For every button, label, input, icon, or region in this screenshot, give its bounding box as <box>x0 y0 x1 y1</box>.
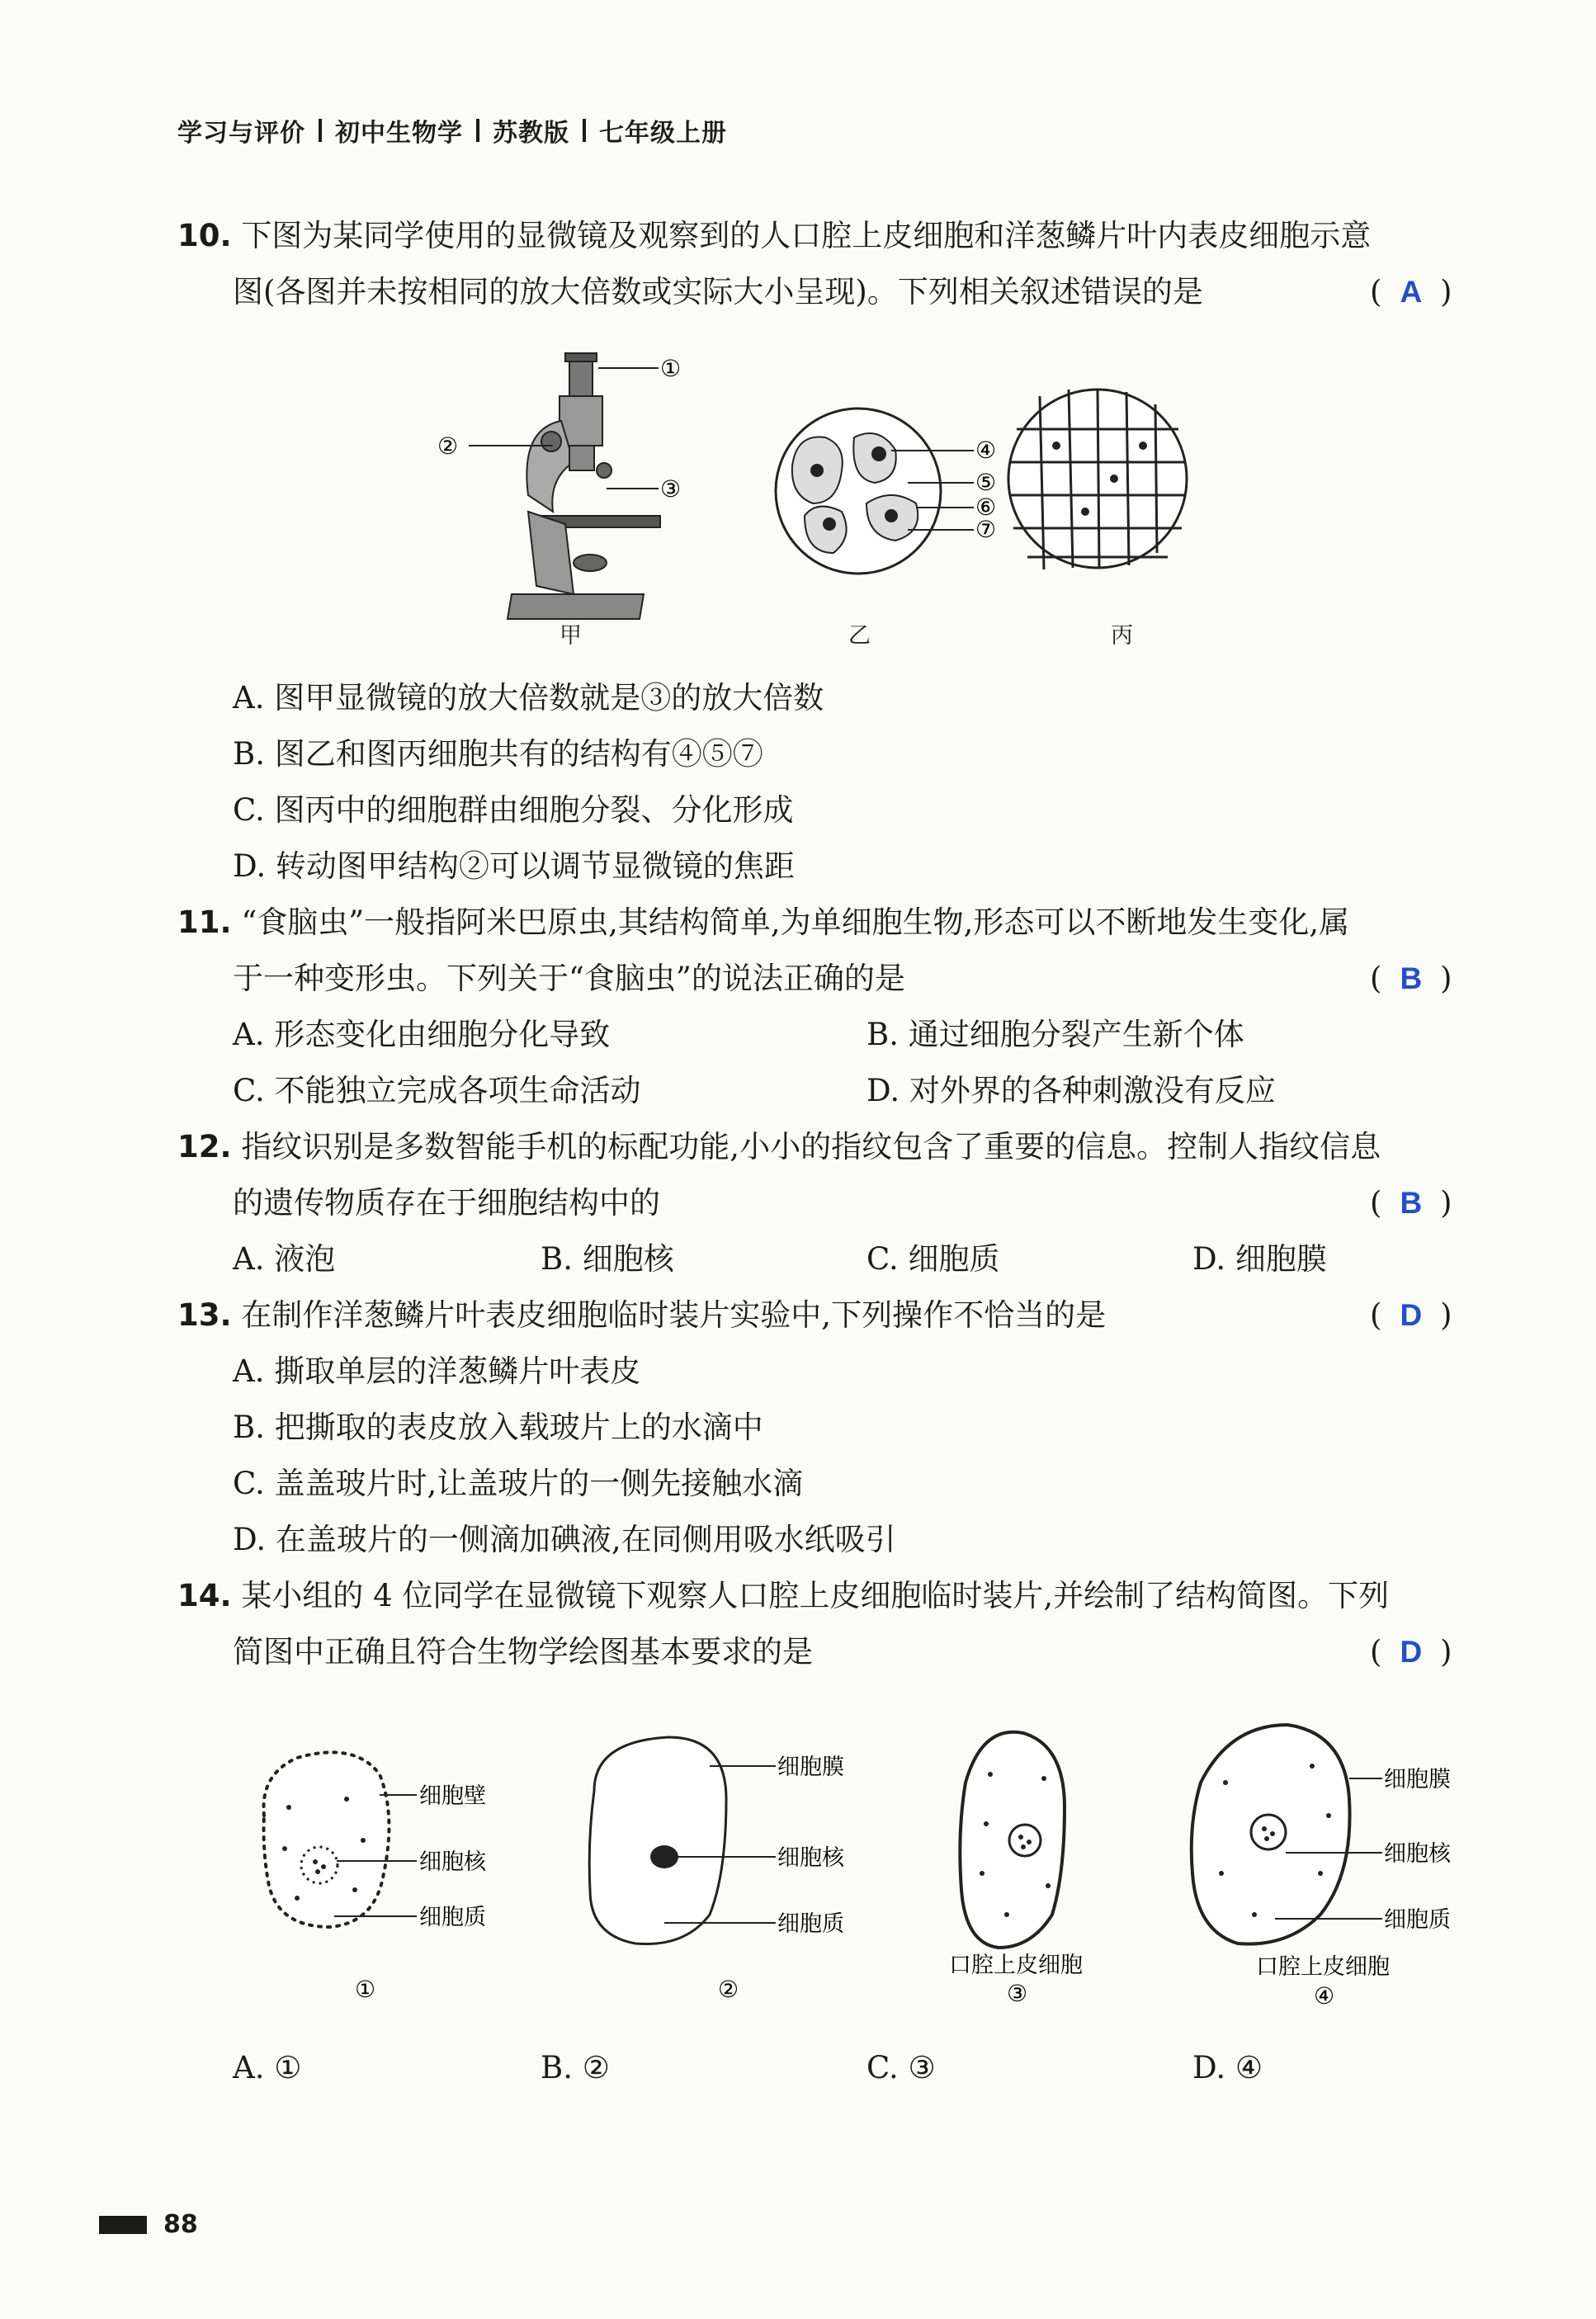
question-10-line1: 10. 下图为某同学使用的显微镜及观察到的人口腔上皮细胞和洋葱鳞片叶内表皮细胞示意 <box>177 218 1372 253</box>
q12-option-b: B. 细胞核 <box>541 1241 674 1277</box>
book-edition: 苏教版 <box>493 119 569 148</box>
marker-5: ⑤ <box>975 469 997 496</box>
page-number: 88 <box>163 2210 198 2239</box>
cell-number-4: ④ <box>1314 1982 1335 2010</box>
label-cytoplasm-4: 细胞质 <box>1384 1907 1451 1933</box>
q13-option-b: B. 把撕取的表皮放入载玻片上的水滴中 <box>233 1410 763 1445</box>
label-wall: 细胞壁 <box>419 1783 486 1809</box>
marker-1: ① <box>660 355 682 382</box>
q13-option-d: D. 在盖玻片的一侧滴加碘液,在同侧用吸水纸吸引 <box>233 1522 896 1557</box>
cell-number-1: ① <box>355 1976 376 2003</box>
header-separator <box>476 119 479 142</box>
question-10-answer: ( A ) <box>1370 274 1452 309</box>
marker-2: ② <box>437 432 459 460</box>
question-14-line1: 14. 某小组的 4 位同学在显微镜下观察人口腔上皮细胞临时装片,并绘制了结构简图。下列 <box>177 1578 1390 1613</box>
question-13-answer: ( D ) <box>1370 1297 1452 1333</box>
q14-option-d: D. ④ <box>1192 2050 1263 2085</box>
question-14-line2: 简图中正确且符合生物学绘图基本要求的是 <box>233 1634 813 1670</box>
q11-option-c: C. 不能独立完成各项生命活动 <box>233 1073 641 1108</box>
question-12-line1: 12. 指纹识别是多数智能手机的标配功能,小小的指纹包含了重要的信息。控制人指纹信息 <box>177 1129 1381 1164</box>
book-level: 初中生物学 <box>335 119 463 148</box>
question-10-line2: 图(各图并未按相同的放大倍数或实际大小呈现)。下列相关叙述错误的是 <box>233 274 1203 309</box>
q12-option-a: A. 液泡 <box>233 1241 336 1277</box>
figure-label-bing: 丙 <box>1111 623 1133 649</box>
cell-drawing-2 <box>589 1737 845 2003</box>
header-separator <box>583 119 586 142</box>
microscope-illustration <box>437 353 681 619</box>
header-separator <box>319 119 322 142</box>
q10-option-a: A. 图甲显微镜的放大倍数就是③的放大倍数 <box>233 680 824 716</box>
page-number-bar <box>99 2216 147 2234</box>
q12-option-d: D. 细胞膜 <box>1192 1241 1327 1277</box>
figure-label-yi: 乙 <box>848 623 871 649</box>
cheek-cells-illustration <box>776 409 996 574</box>
marker-3: ③ <box>660 475 682 503</box>
q11-option-b: B. 通过细胞分裂产生新个体 <box>866 1017 1244 1052</box>
marker-7: ⑦ <box>975 516 997 543</box>
cell-drawing-3 <box>949 1732 1083 2007</box>
label-cytoplasm-2: 细胞质 <box>777 1911 844 1937</box>
q14-option-b: B. ② <box>541 2050 610 2085</box>
label-nucleus-1: 细胞核 <box>419 1849 486 1875</box>
q13-option-a: A. 撕取单层的洋葱鳞片叶表皮 <box>233 1353 641 1389</box>
question-13-line1: 13. 在制作洋葱鳞片叶表皮细胞临时装片实验中,下列操作不恰当的是 <box>177 1297 1107 1333</box>
question-11-line2: 于一种变形虫。下列关于“食脑虫”的说法正确的是 <box>233 961 905 996</box>
onion-cells-illustration <box>1008 390 1187 569</box>
marker-6: ⑥ <box>975 494 997 521</box>
cell-drawing-4 <box>1192 1725 1452 2010</box>
page-header <box>177 112 727 149</box>
label-nucleus-4: 细胞核 <box>1384 1841 1451 1867</box>
page-footer <box>99 2210 198 2239</box>
book-grade: 七年级上册 <box>599 119 727 148</box>
label-cytoplasm-1: 细胞质 <box>419 1905 486 1930</box>
cell-number-2: ② <box>718 1976 739 2003</box>
question-12-line2: 的遗传物质存在于细胞结构中的 <box>233 1185 660 1221</box>
q10-option-c: C. 图丙中的细胞群由细胞分裂、分化形成 <box>233 792 794 828</box>
cell-drawing-1 <box>264 1752 487 2003</box>
figure-label-jia: 甲 <box>560 623 582 649</box>
label-nucleus-2: 细胞核 <box>777 1845 844 1871</box>
q13-option-c: C. 盖盖玻片时,让盖玻片的一侧先接触水滴 <box>233 1466 804 1501</box>
q12-option-c: C. 细胞质 <box>866 1241 1000 1277</box>
question-11-line1: 11. “食脑虫”一般指阿米巴原虫,其结构简单,为单细胞生物,形态可以不断地发生变化,属 <box>177 904 1350 940</box>
q11-option-a: A. 形态变化由细胞分化导致 <box>233 1017 611 1052</box>
book-title: 学习与评价 <box>177 119 305 148</box>
label-membrane-2: 细胞膜 <box>777 1755 844 1780</box>
caption-3: 口腔上皮细胞 <box>949 1953 1083 1978</box>
question-11-answer: ( B ) <box>1370 961 1452 996</box>
marker-4: ④ <box>975 437 997 464</box>
q14-option-a: A. ① <box>233 2050 302 2085</box>
q14-option-c: C. ③ <box>866 2050 936 2085</box>
q11-option-d: D. 对外界的各种刺激没有反应 <box>866 1073 1276 1108</box>
cell-number-3: ③ <box>1007 1980 1028 2007</box>
q10-figure <box>429 347 1238 652</box>
caption-4: 口腔上皮细胞 <box>1256 1954 1390 1980</box>
question-12-answer: ( B ) <box>1370 1185 1452 1221</box>
question-14-answer: ( D ) <box>1370 1634 1452 1670</box>
q14-figure <box>239 1708 1451 2022</box>
q10-option-d: D. 转动图甲结构②可以调节显微镜的焦距 <box>233 848 795 884</box>
q10-option-b: B. 图乙和图丙细胞共有的结构有④⑤⑦ <box>233 736 763 772</box>
label-membrane-4: 细胞膜 <box>1384 1767 1451 1792</box>
